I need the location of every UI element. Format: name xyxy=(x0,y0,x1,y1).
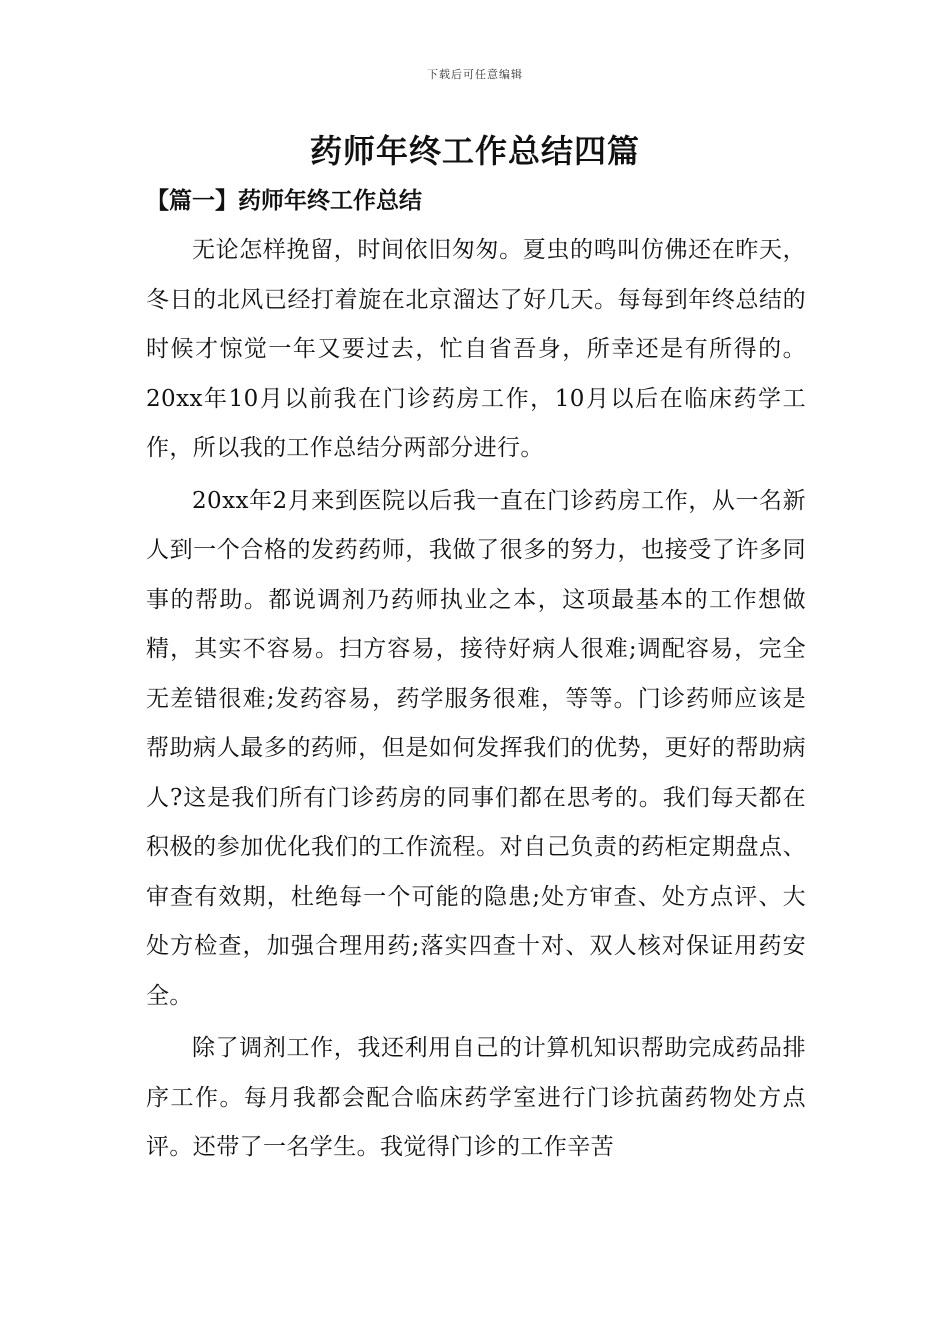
section-heading: 【篇一】药师年终工作总结 xyxy=(146,187,422,214)
paragraph-1: 无论怎样挽留，时间依旧匆匆。夏虫的鸣叫仿佛还在昨天，冬日的北风已经打着旋在北京溜达了好几天。每每到年终总结的时候才惊觉一年又要过去，忙自省吾身，所幸还是有所得的。20xx年10月以前我在门诊药房工作，10月以后在临床药学工作，所以我的工作总结分两部分进行。 xyxy=(146,237,806,461)
paragraph-2: 20xx年2月来到医院以后我一直在门诊药房工作，从一名新人到一个合格的发药药师，我做了很多的努力，也接受了许多同事的帮助。都说调剂乃药师执业之本，这项最基本的工作想做精，其实不容易。扫方容易，接待好病人很难;调配容易，完全无差错很难;发药容易，药学服务很难，等等。门诊药师应该是帮助病人最多的药师，但是如何发挥我们的优势，更好的帮助病人?这是我们所有门诊药房的同事们都在思考的。我们每天都在积极的参加优化我们的工作流程。对自己负责的药柜定期盘点、审查有效期，杜绝每一个可能的隐患;处方审查、处方点评、大处方检查，加强合理用药;落实四查十对、双人核对保证用药安全。 xyxy=(146,487,806,1009)
paragraph-3: 除了调剂工作，我还利用自己的计算机知识帮助完成药品排序工作。每月我都会配合临床药学室进行门诊抗菌药物处方点评。还带了一名学生。我觉得门诊的工作辛苦 xyxy=(146,1035,806,1160)
header-note: 下载后可任意编辑 xyxy=(427,68,523,81)
document-title: 药师年终工作总结四篇 xyxy=(309,132,640,170)
document-body xyxy=(146,226,806,1173)
